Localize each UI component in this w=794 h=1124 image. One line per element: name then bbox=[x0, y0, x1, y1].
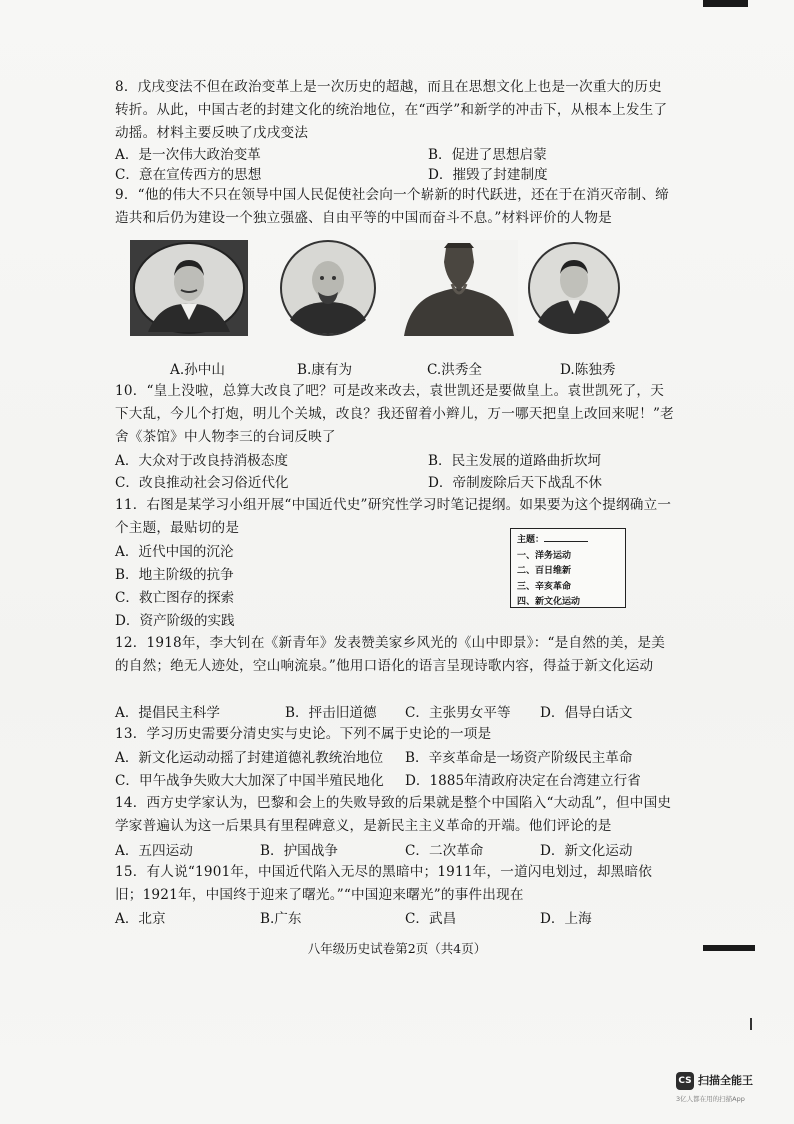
question-11-stem: 11．右图是某学习小组开展“中国近代史”研究性学习时笔记提纲。如果要为这个提纲确立一个主题，最贴切的是 bbox=[115, 497, 672, 536]
question-14-stem: 14．西方史学家认为，巴黎和会上的失败导致的后果就是整个中国陷入“大动乱”，但中国史学家普遍认为这一后果具有里程碑意义，是新民主主义革命的开端。他们评论的是 bbox=[115, 795, 672, 834]
scan-edge-tick bbox=[750, 1018, 752, 1030]
notes-item: 四、新文化运动 bbox=[517, 597, 581, 607]
question-11-option-c-row bbox=[115, 586, 495, 608]
notes-item: 二、百日维新 bbox=[517, 566, 572, 576]
question-8-option-a[interactable]: A．是一次伟大政治变革 bbox=[115, 147, 261, 163]
question-11-option-b-row bbox=[115, 563, 495, 585]
question-15-option-c[interactable]: C．武昌 bbox=[405, 911, 457, 927]
camscanner-logo-icon: CS bbox=[676, 1072, 694, 1090]
question-10-option-d[interactable]: D．帝制废除后天下战乱不休 bbox=[428, 475, 603, 491]
notes-title: 主题： bbox=[517, 535, 545, 545]
question-14-option-b[interactable]: B．护国战争 bbox=[260, 843, 338, 859]
question-10-options-row2 bbox=[115, 471, 675, 493]
question-11-option-a-row bbox=[115, 540, 495, 562]
question-12-stem: 12．1918年，李大钊在《新青年》发表赞美家乡风光的《山中即景》：“是自然的美，是美的自然；绝无人迹处，空山响流泉。”他用口语化的语言呈现诗歌内容，得益于新文化运动 bbox=[115, 635, 666, 674]
question-12-option-c[interactable]: C．主张男女平等 bbox=[405, 705, 511, 721]
question-10-stem: 10．“皇上没啦，总算大改良了吧？可是改来改去，袁世凯还是要做皇上。袁世凯死了，天下大乱，今儿个打炮，明儿个关城，改良？我还留着小辫儿，万一哪天把皇上改回来呢！”老舍《茶馆》中人物李三的台词反映了 bbox=[115, 383, 674, 445]
question-8-option-b[interactable]: B．促进了思想启蒙 bbox=[428, 147, 547, 163]
question-8-options-row1 bbox=[115, 143, 675, 165]
question-12-option-b[interactable]: B．抨击旧道德 bbox=[285, 705, 377, 721]
portrait-d-image bbox=[526, 240, 622, 336]
question-11-option-c[interactable]: C．救亡图存的探索 bbox=[115, 590, 235, 606]
notes-title-line bbox=[517, 532, 619, 549]
question-15-option-a[interactable]: A．北京 bbox=[115, 911, 166, 927]
scan-edge-mark bbox=[703, 945, 755, 951]
question-11-notes-box bbox=[510, 528, 626, 608]
notes-title-blank bbox=[544, 532, 588, 542]
question-9-options bbox=[115, 358, 675, 380]
question-15-stem: 15．有人说“1901年，中国近代陷入无尽的黑暗中；1911年，一道闪电划过，却黑暗依旧；1921年，中国终于迎来了曙光。”“中国迎来曙光”的事件出现在 bbox=[115, 864, 653, 903]
question-11-option-d-row bbox=[115, 609, 495, 631]
question-8-stem: 8．戊戌变法不但在政治变革上是一次历史的超越，而且在思想文化上也是一次重大的历史转折。从此，中国古老的封建文化的统治地位，在“西学”和新学的冲击下，从根本上发生了动摇。材料主要反映了戊戌变法 bbox=[115, 79, 668, 141]
question-13-option-c[interactable]: C．甲午战争失败大大加深了中国半殖民地化 bbox=[115, 773, 384, 789]
question-12-option-a[interactable]: A．提倡民主科学 bbox=[115, 705, 220, 721]
question-13-stem: 13．学习历史需要分清史实与史论。下列不属于史论的一项是 bbox=[115, 726, 492, 742]
question-10-option-a[interactable]: A．大众对于改良持消极态度 bbox=[115, 453, 288, 469]
notes-item: 一、洋务运动 bbox=[517, 550, 572, 561]
question-10-option-c[interactable]: C．改良推动社会习俗近代化 bbox=[115, 475, 289, 491]
scan-edge-mark bbox=[703, 0, 748, 7]
scanner-watermark bbox=[676, 1070, 786, 1110]
question-9-photos bbox=[130, 240, 660, 336]
question-12-option-d[interactable]: D．倡导白话文 bbox=[540, 705, 633, 721]
question-9-option-a[interactable]: A.孙中山 bbox=[170, 362, 225, 378]
question-11-option-b[interactable]: B．地主阶级的抗争 bbox=[115, 567, 234, 583]
question-13-options-row2 bbox=[115, 769, 675, 791]
question-11-option-d[interactable]: D．资产阶级的实践 bbox=[115, 613, 235, 629]
question-9-option-c[interactable]: C.洪秀全 bbox=[427, 362, 483, 378]
question-14-option-a[interactable]: A．五四运动 bbox=[115, 843, 193, 859]
question-8-option-d[interactable]: D．摧毁了封建制度 bbox=[428, 167, 548, 183]
question-10-option-b[interactable]: B．民主发展的道路曲折坎坷 bbox=[428, 453, 602, 469]
question-13-option-b[interactable]: B．辛亥革命是一场资产阶级民主革命 bbox=[405, 750, 633, 766]
portrait-a-image bbox=[130, 240, 248, 336]
question-13-options-row1 bbox=[115, 746, 675, 768]
question-9-option-d[interactable]: D.陈独秀 bbox=[560, 362, 616, 378]
statue-c-image bbox=[400, 240, 518, 336]
question-15-option-d[interactable]: D．上海 bbox=[540, 911, 592, 927]
question-15-options bbox=[115, 907, 675, 929]
question-14-option-d[interactable]: D．新文化运动 bbox=[540, 843, 633, 859]
question-13-option-a[interactable]: A．新文化运动动摇了封建道德礼教统治地位 bbox=[115, 750, 384, 766]
watermark-tagline: 3亿人都在用的扫描App bbox=[676, 1095, 745, 1103]
question-9-stem: 9．“他的伟大不只在领导中国人民促使社会向一个崭新的时代跃进，还在于在消灭帝制、缔造共和后仍为建设一个独立强盛、自由平等的中国而奋斗不息。”材料评价的人物是 bbox=[115, 187, 669, 226]
question-15-option-b[interactable]: B.广东 bbox=[260, 911, 302, 927]
watermark-app-name: 扫描全能王 bbox=[698, 1074, 753, 1087]
notes-item: 三、辛亥革命 bbox=[517, 581, 572, 592]
question-12-options bbox=[115, 701, 675, 723]
page-footer: 八年级历史试卷第2页（共4页） bbox=[307, 941, 487, 956]
portrait-b-image bbox=[278, 240, 378, 336]
question-8-options-row2 bbox=[115, 163, 675, 185]
question-8-option-c[interactable]: C．意在宣传西方的思想 bbox=[115, 167, 262, 183]
question-11-option-a[interactable]: A．近代中国的沉沦 bbox=[115, 544, 234, 560]
question-13-option-d[interactable]: D．1885年清政府决定在台湾建立行省 bbox=[405, 773, 641, 789]
question-14-option-c[interactable]: C．二次革命 bbox=[405, 843, 484, 859]
question-9-option-b[interactable]: B.康有为 bbox=[297, 362, 353, 378]
question-14-options bbox=[115, 839, 675, 861]
question-10-options-row1 bbox=[115, 449, 675, 471]
